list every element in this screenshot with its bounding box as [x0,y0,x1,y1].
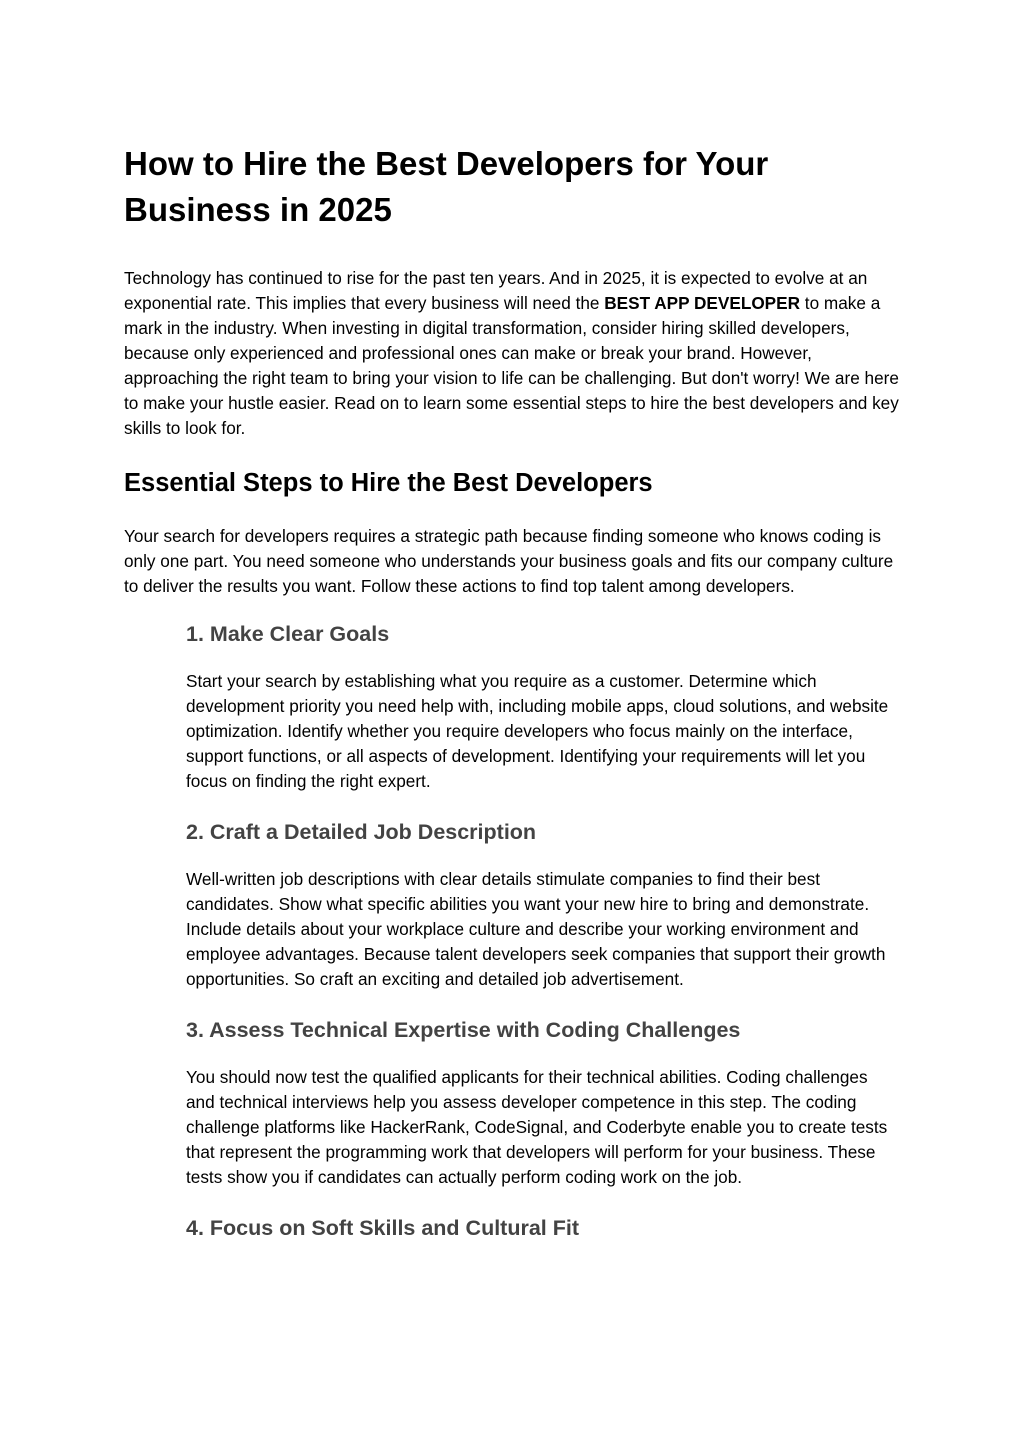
article-title: How to Hire the Best Developers for Your Business in 2025 [124,145,769,228]
step-heading: 4. Focus on Soft Skills and Cultural Fit [186,1216,580,1240]
step-body: You should now test the qualified applicants for their technical abilities. Coding challenges and technical interviews help you assess developer competence in this step. The coding challenge platforms like HackerRank, CodeSignal, and Coderbyte enable you to create tests that represent the programming work that developers will perform for your business. These tests show you if candidates can actually perform coding work on the job. [186,1067,888,1187]
intro-text-part1: Technology has continued to rise for the past ten years. And in 2025, it is expected to evolve at an exponential rate. This implies that every business will need the [124,268,868,313]
step-item [186,817,900,992]
step-heading: 1. Make Clear Goals [186,622,390,646]
intro-bold-text: BEST APP DEVELOPER [604,293,801,313]
step-item [186,1015,900,1190]
step-body: Well-written job descriptions with clear details stimulate companies to find their best candidates. Show what specific abilities you want your new hire to bring and demonstrate. Include details about your workplace culture and describe your working environment and employee advantages. Because talent developers seek companies that support their growth opportunities. So craft an exciting and detailed job advertisement. [186,869,886,989]
steps-list [186,619,900,1243]
section-intro-paragraph: Your search for developers requires a strategic path because finding someone who knows coding is only one part. You need someone who understands your business goals and fits our company culture to deliver the results you want. Follow these actions to find top talent among developers. [124,526,894,596]
intro-text-part2: to make a mark in the industry. When investing in digital transformation, consider hiring skilled developers, because only experienced and professional ones can make or break your brand. However, approaching the right team to bring your vision to life can be challenging. But don't worry! We are here to make your hustle easier. Read on to learn some essential steps to hire the best developers and key skills to look for. [124,293,899,438]
intro-paragraph [124,266,900,441]
section-heading: Essential Steps to Hire the Best Developers [124,469,653,497]
step-body: Start your search by establishing what you require as a customer. Determine which development priority you need help with, including mobile apps, cloud solutions, and website optimization. Identify whether you require developers who focus mainly on the interface, support functions, or all aspects of development. Identifying your requirements will let you focus on finding the right expert. [186,671,889,791]
step-item [186,1213,900,1243]
step-heading: 3. Assess Technical Expertise with Coding Challenges [186,1018,741,1042]
step-item [186,619,900,794]
step-heading: 2. Craft a Detailed Job Description [186,820,537,844]
